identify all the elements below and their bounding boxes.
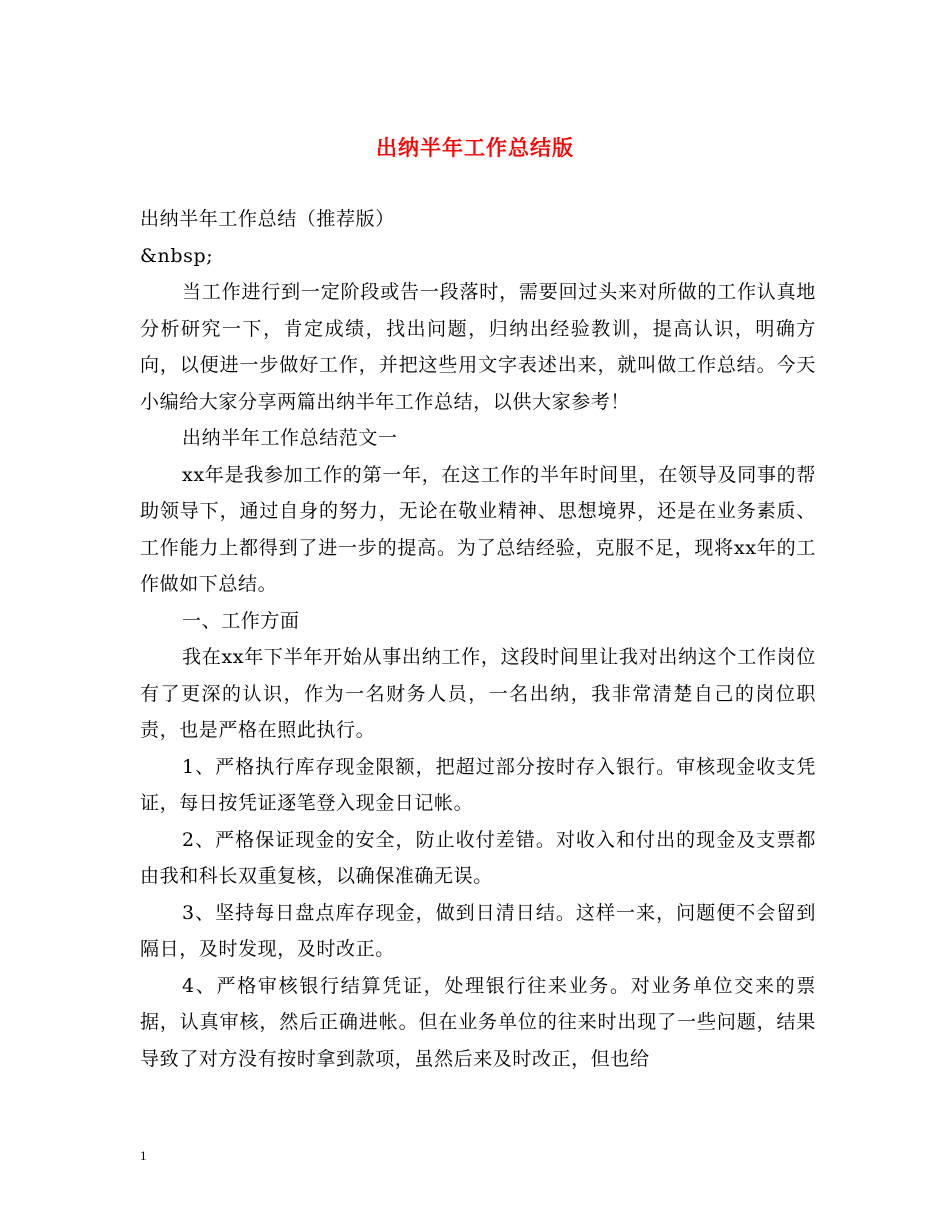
list-item-4: 4、严格审核银行结算凭证，处理银行往来业务。对业务单位交来的票据，认真审核，然后正确进帐。但在业务单位的往来时出现了一些问题，结果导致了对方没有按时拿到款项，虽然后来及时改正，但也给 <box>140 974 816 1070</box>
list-item-3: 3、坚持每日盘点库存现金，做到日清日结。这样一来，问题便不会留到隔日，及时发现，及时改正。 <box>140 901 816 960</box>
document-subtitle: 出纳半年工作总结（推荐版） <box>140 208 395 230</box>
sample-heading: 出纳半年工作总结范文一 <box>182 427 398 449</box>
list-item-2: 2、严格保证现金的安全，防止收付差错。对收入和付出的现金及支票都由我和科长双重复核，以确保准确无误。 <box>140 828 816 887</box>
list-item-1: 1、严格执行库存现金限额，把超过部分按时存入银行。审核现金收支凭证，每日按凭证逐笔登入现金日记帐。 <box>140 755 816 814</box>
entity-text-line: &nbsp; <box>140 244 214 267</box>
section-1-heading: 一、工作方面 <box>182 609 300 632</box>
document-title: 出纳半年工作总结版 <box>376 135 574 160</box>
intro-paragraph: 当工作进行到一定阶段或告一段落时，需要回过头来对所做的工作认真地分析研究一下，肯定成绩，找出问题，归纳出经验教训，提高认识，明确方向，以便进一步做好工作，并把这些用文字表述出来，就叫做工作总结。今天小编给大家分享两篇出纳半年工作总结，以供大家参考！ <box>140 281 816 413</box>
document-body <box>140 201 816 1077</box>
paragraph-2: 我在xx年下半年开始从事出纳工作，这段时间里让我对出纳这个工作岗位有了更深的认识，作为一名财务人员，一名出纳，我非常清楚自己的岗位职责，也是严格在照此执行。 <box>140 646 816 741</box>
page-number: 1 <box>140 1148 147 1163</box>
paragraph-1: xx年是我参加工作的第一年，在这工作的半年时间里，在领导及同事的帮助领导下，通过自身的努力，无论在敬业精神、思想境界，还是在业务素质、工作能力上都得到了进一步的提高。为了总结经验，克服不足，现将xx年的工作做如下总结。 <box>140 463 816 595</box>
